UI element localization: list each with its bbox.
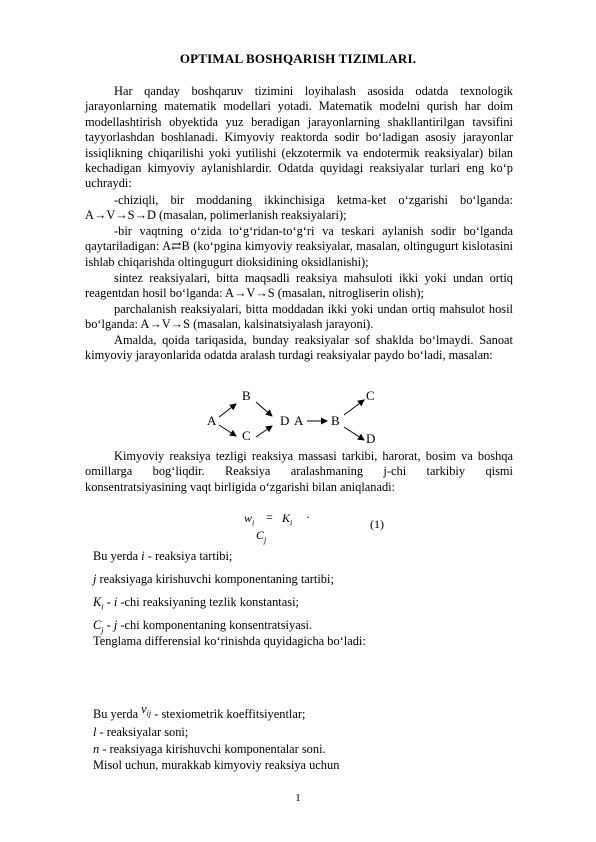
page-number: 1 bbox=[295, 792, 301, 804]
diagram-right-c: C bbox=[366, 388, 375, 403]
formula-1 bbox=[236, 507, 416, 547]
arrow-b-c-right bbox=[344, 400, 364, 415]
paragraph-intro: Har qanday boshqaruv tizimini loyihalash asosida odatda texnologik jarayonlarning matematik modellari yotadi. Matematik modelni qurish har doim modellashtirish obyektida yuz beradigan jarayonlarning shakllantirilgan tavsifini tayyorlashdan boshlanadi. Kimyoviy reaktorda sodir bo‘ladigan asosiy jarayonlar issiqlikning chiqarilishi yoki yutilishi (ekzotermik va endotermik reaksiyalar) bilan kechadigan kimyoviy aylanishlardir. Odatda quyidagi reaksiyalar turlari eng ko‘p uchraydi: bbox=[85, 84, 513, 191]
definition-n: n - reaksiyaga kirishuvchi komponentalar soni. bbox=[93, 742, 326, 756]
definition-j: j reaksiyaga kirishuvchi komponentaning tartibi; bbox=[93, 572, 334, 586]
formula-lhs: $w_i$ bbox=[244, 511, 255, 528]
paragraph-linear: -chiziqli, bir moddaning ikkinchisiga ketma-ket o‘zgarishi bo‘lganda: A→V→S→D (masalan, polimerlanish reaksiyalari); bbox=[85, 193, 513, 223]
definition-i: Bu yerda i - reaksiya tartibi; bbox=[93, 549, 233, 563]
diagram-right-b: B bbox=[331, 413, 340, 428]
formula-number: (1) bbox=[370, 517, 384, 531]
diagram-left-a: A bbox=[207, 413, 217, 428]
reaction-arrows bbox=[200, 388, 420, 444]
paragraph-rate: Kimyoviy reaksiya tezligi reaksiya massasi tarkibi, harorat, bosim va boshqa omillarga bog‘liqdir. Reaksiya aralashmaning j-chi tarkibiy qismi konsentratsiyasining vaqt birligida o‘zgarishi bilan aniqlanadi: bbox=[85, 449, 513, 494]
arrow-b-d bbox=[256, 402, 272, 416]
document-title: OPTIMAL BOSHQARISH TIZIMLARI. bbox=[179, 51, 417, 66]
arrow-b-d-right bbox=[344, 427, 364, 440]
arrow-a-c bbox=[219, 425, 236, 436]
diagram-right-d: D bbox=[366, 431, 376, 446]
diagram-left-b: B bbox=[242, 388, 251, 403]
diagram-left-d: D bbox=[280, 413, 290, 428]
definition-k: $K_i$ - i -chi reaksiyaning tezlik konstantasi; bbox=[93, 595, 299, 612]
paragraph-synthesis: sintez reaksiyalari, bitta maqsadli reaksiya mahsuloti ikki yoki undan ortiq reagentdan hosil bo‘lganda: A→V→S (masalan, nitrogliserin olish); bbox=[85, 271, 513, 301]
formula-dot: · bbox=[306, 510, 310, 524]
paragraph-reversible: -bir vaqtning o‘zida to‘g‘ridan-to‘g‘ri va teskari aylanish sodir bo‘lganda qaytariladigan: A⇄B (ko‘pgina kimyoviy reaksiyalar, masalan, oltingugurt kislotasini ishlab chiqarishda oltingugurt dioksidining oksidlanishi); bbox=[85, 224, 513, 269]
reaction-diagram bbox=[200, 388, 420, 444]
arrow-c-d bbox=[256, 426, 272, 437]
definition-c: $C_j$ - j -chi komponentaning konsentratsiyasi. bbox=[93, 618, 313, 635]
definition-nu: Bu yerda $\nu_{ij}$ - stexiometrik koeffitsiyentlar; bbox=[93, 702, 306, 721]
paragraph-decomposition: parchalanish reaksiyalari, bitta moddadan ikki yoki undan ortiq mahsulot hosil bo‘lganda: A→V→S (masalan, kalsinatsiyalash jarayoni). bbox=[85, 302, 513, 332]
diagram-left-c: C bbox=[242, 428, 251, 443]
closing-line: Misol uchun, murakkab kimyoviy reaksiya uchun bbox=[93, 758, 340, 772]
paragraph-mixed: Amalda, qoida tariqasida, bunday reaksiyalar sof shaklda bo‘lmaydi. Sanoat kimyoviy jarayonlarida odatda aralash turdagi reaksiyalar paydo bo‘ladi, masalan: bbox=[85, 333, 513, 363]
definition-l: l - reaksiyalar soni; bbox=[93, 725, 189, 739]
diagram-right-a: A bbox=[294, 413, 304, 428]
formula-c: $C_j$ bbox=[256, 528, 267, 545]
differential-intro: Tenglama differensial ko‘rinishda quyidagicha bo‘ladi: bbox=[93, 634, 366, 648]
formula-rhs: $K_i$ bbox=[282, 511, 293, 528]
formula-equals: = bbox=[266, 510, 273, 524]
arrow-a-b bbox=[219, 404, 236, 417]
